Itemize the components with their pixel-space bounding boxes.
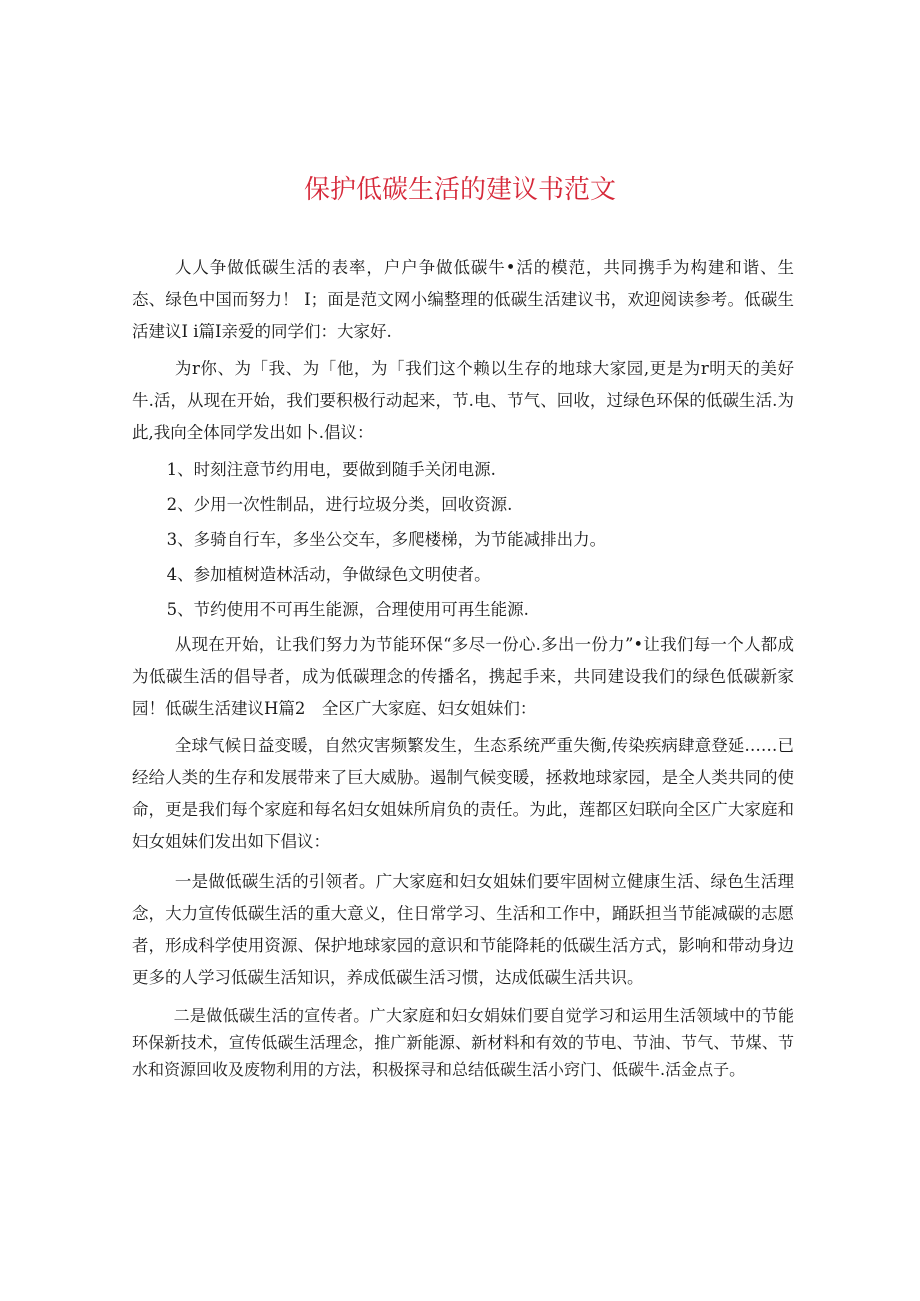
promoter-paragraph: 二是做低碳生活的宣传者。广大家庭和妇女娟妹们要自觉学习和运用生活领域中的节能环保新技术，宣传低碳生活理念，推广新能源、新材料和有效的节电、节油、节气、节煤、节水和资源回收及废物利用的方法，积极探寻和总结低碳生活小窍门、低碳牛.活金点子。 (132, 1006, 794, 1079)
closing-paragraph: 从现在开始，让我们努力为节能环保“多尽一份心.多出一份力”•让我们每一个人都成为低碳生活的倡导者，成为低碳理念的传播名，携起手来，共同建设我们的绿色低碳新家园！低碳生活建议H篇2 全区广大家庭、妇女姐妹们： (132, 635, 794, 718)
climate-paragraph: 全球气候日益变暖，自然灾害频繁发生，生态系统严重失衡,传染疾病肆意登延……已经给人类的生存和发展带来了巨大威胁。遏制气候变暖，拯救地球家园，是全人类共同的使命，更是我们每个家庭和每名妇女姐妹所肩负的责任。为此，莲都区妇联向全区广大家庭和妇女姐妹们发出如下倡议： (132, 736, 794, 851)
list-item-4: 4、参加植树造林活动，争做绿色文明使者。 (166, 565, 491, 584)
list-item-3: 3、多骑自行车，多坐公交车，多爬楼梯，为节能减排出力。 (166, 530, 607, 549)
document-title: 保护低碳生活的建议书范文 (303, 175, 616, 205)
leader-paragraph: 一是做低碳生活的引领者。广大家庭和妇女姐妹们要牢固树立健康生活、绿色生活理念，大力宣传低碳生活的重大意义，住日常学习、生活和工作中，踊跃担当节能减碳的志愿者，形成科学使用资源、保护地球家园的意识和节能降耗的低碳生活方式，影响和带动身边更多的人学习低碳生活知识，养成低碳生活习惯，达成低碳生活共识。 (132, 872, 794, 987)
list-item-2: 2、少用一次性制品，进行垃圾分类，回收资源. (166, 495, 513, 514)
list-item-1: 1、时刻注意节约用电，要做到随手关闭电源. (166, 460, 496, 479)
document-body (132, 252, 794, 1088)
list-item-5: 5、节约使用不可再生能源，合理使用可再生能源. (166, 600, 529, 619)
call-paragraph: 为r你、为「我、为「他，为「我们这个赖以生存的地球大家园,更是为r明天的美好牛.活，从现在开始，我们要积极行动起来，节.电、节气、回收，过绿色环保的低碳生活.为此,我向全体同学发出如卜.倡议： (132, 359, 794, 442)
intro-paragraph: 人人争做低碳生活的表率，户户争做低碳牛•活的模范，共同携手为构建和谐、生态、绿色中国而努力！ I；面是范文网小编整理的低碳生活建议书，欢迎阅读参考。低碳生活建议I i篇I亲爱的同学们：大家好. (132, 258, 794, 341)
